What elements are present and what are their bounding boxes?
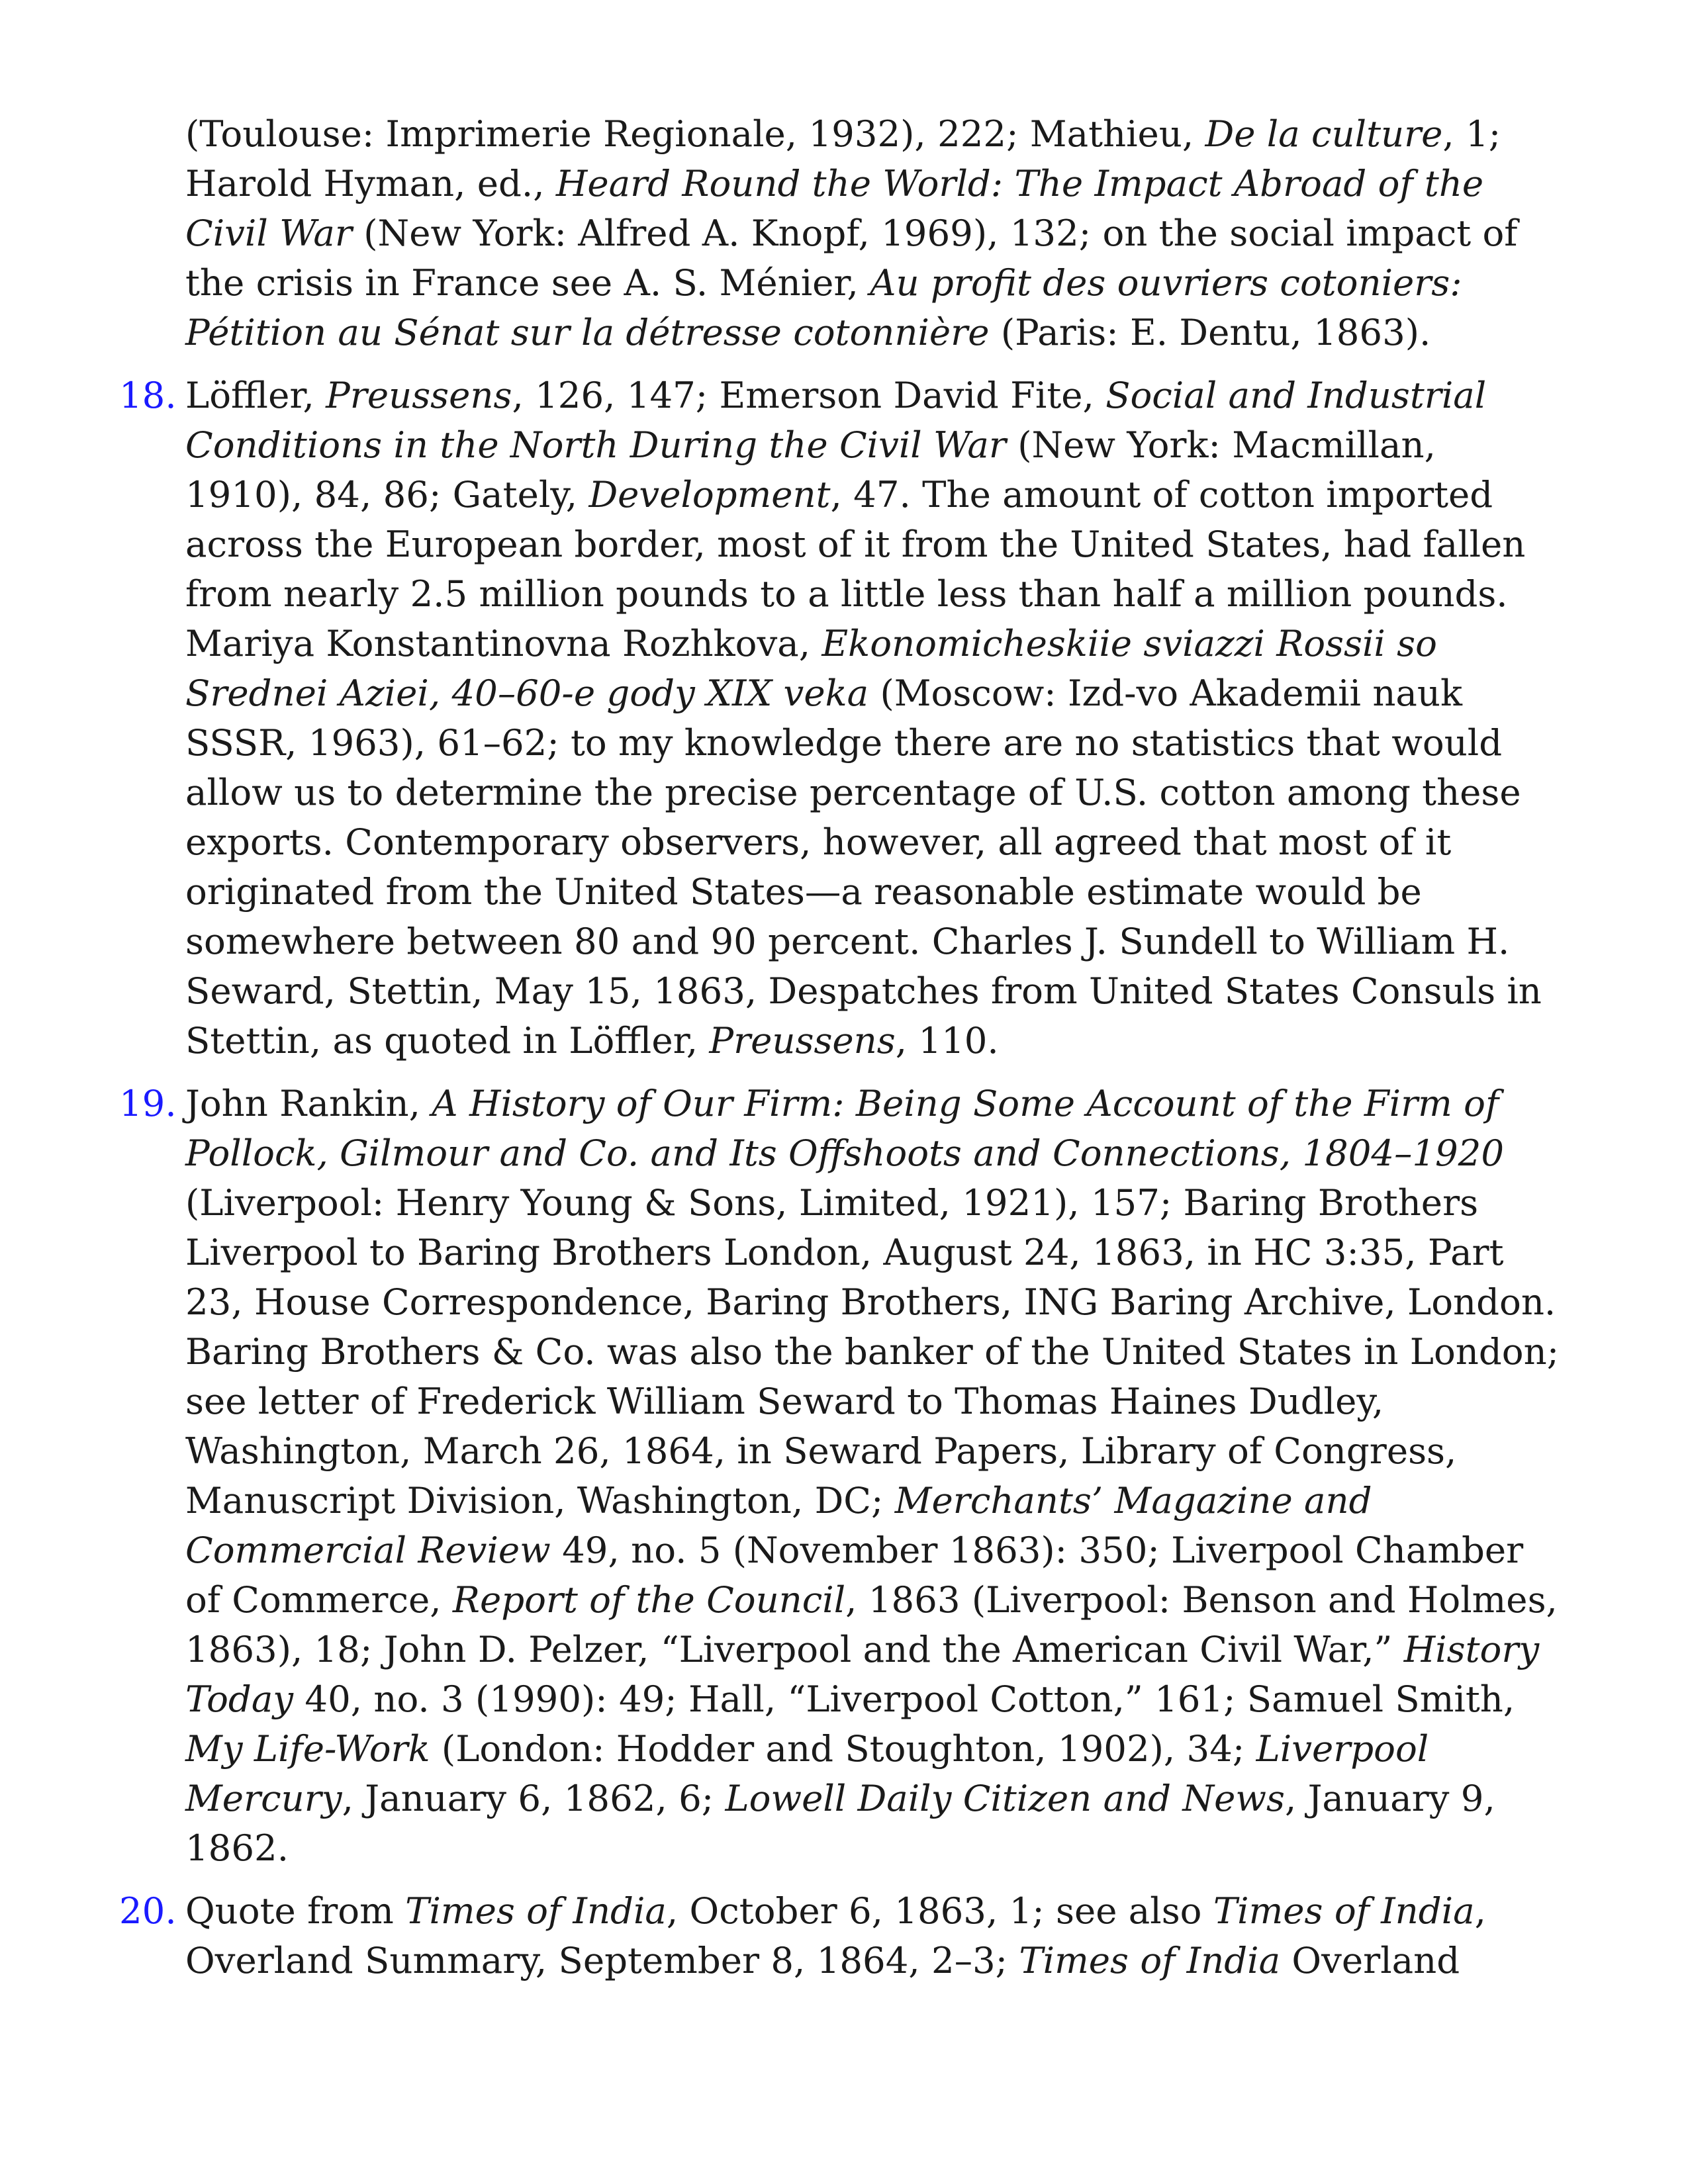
- note-text-run: , 1; Harold Hyman, ed.,: [185, 113, 1501, 205]
- note-text-run: Quote from: [185, 1889, 406, 1932]
- note-text-run: 40, no. 3 (1990): 49; Hall, “Liverpool Cotton,” 161; Samuel Smith,: [293, 1678, 1515, 1720]
- italic-title: Heard Round the World: The Impact Abroad of the Civil War: [185, 162, 1484, 254]
- italic-title: Times of India: [1213, 1889, 1475, 1932]
- italic-title: History Today: [185, 1628, 1540, 1720]
- note-text: [185, 371, 1562, 1066]
- italic-title: A History of Our Firm: Being Some Account of the Firm of Pollock, Gilmour and Co. and Its Offshoots and Connections, 1804–1920: [185, 1082, 1505, 1174]
- note-continued: [119, 109, 1562, 357]
- italic-title: Times of India: [1019, 1939, 1281, 1981]
- note-text-run: , January 6, 1862, 6;: [342, 1777, 726, 1819]
- note-text-run: (Liverpool: Henry Young & Sons, Limited, 1921), 157; Baring Brothers Liverpool to Baring Brothers London, August 24, 1863, in HC 3:35, Part 23, House Correspondence, Baring Brothers, ING Baring Archive, London. Baring Brothers & Co. was also the banker of the United States in London; see letter of Frederick William Seward to Thomas Haines Dudley, Washington, March 26, 1864, in Seward Papers, Library of Congress, Manuscript Division, Washington, DC;: [185, 1181, 1560, 1522]
- note-text: [185, 109, 1562, 357]
- note-text-run: (Toulouse: Imprimerie Regionale, 1932), 222; Mathieu,: [185, 113, 1205, 155]
- italic-title: De la culture: [1205, 113, 1443, 155]
- note-18: [119, 371, 1562, 1066]
- note-number-link[interactable]: 20.: [119, 1889, 177, 1932]
- note-text-run: , 47. The amount of cotton imported across the European border, most of it from the United States, had fallen from nearly 2.5 million pounds to a little less than half a million pounds. Mariya Konstantinovna Rozhkova,: [185, 473, 1526, 664]
- note-text-run: Overland: [1280, 1939, 1460, 1981]
- note-text: [185, 1886, 1562, 1985]
- note-number-link[interactable]: 18.: [119, 374, 177, 416]
- note-text-run: , Overland Summary, September 8, 1864, 2–3;: [185, 1889, 1486, 1981]
- note-20: [119, 1886, 1562, 1985]
- note-text-run: Löffler,: [185, 374, 326, 416]
- note-19: [119, 1079, 1562, 1873]
- note-text-run: , 1863 (Liverpool: Benson and Holmes, 1863), 18; John D. Pelzer, “Liverpool and the American Civil War,”: [185, 1578, 1558, 1670]
- italic-title: Report of the Council: [452, 1578, 846, 1621]
- notes-page: [119, 109, 1562, 1999]
- note-text-run: (New York: Macmillan, 1910), 84, 86; Gately,: [185, 424, 1436, 516]
- italic-title: My Life-Work: [185, 1727, 430, 1770]
- note-number-link[interactable]: 19.: [119, 1082, 177, 1124]
- italic-title: Preussens: [326, 374, 512, 416]
- note-text-run: (London: Hodder and Stoughton, 1902), 34;: [430, 1727, 1256, 1770]
- italic-title: Development: [588, 473, 831, 516]
- note-text-run: , 126, 147; Emerson David Fite,: [512, 374, 1106, 416]
- italic-title: Preussens: [709, 1019, 896, 1062]
- note-text-run: , October 6, 1863, 1; see also: [666, 1889, 1213, 1932]
- italic-title: Times of India: [405, 1889, 667, 1932]
- italic-title: Merchants’ Magazine and Commercial Review: [185, 1479, 1372, 1571]
- note-text-run: (Moscow: Izd-vo Akademii nauk SSSR, 1963), 61–62; to my knowledge there are no statistics that would allow us to determine the precise percentage of U.S. cotton among these exports. Contemporary observers, however, all agreed that most of it originated from the United States—a reasonable estimate would be somewhere between 80 and 90 percent. Charles J. Sundell to William H. Seward, Stettin, May 15, 1863, Despatches from United States Consuls in Stettin, as quoted in Löffler,: [185, 672, 1542, 1062]
- italic-title: Social and Industrial Conditions in the North During the Civil War: [185, 374, 1487, 466]
- italic-title: Au profit des ouvriers cotoniers: Pétition au Sénat sur la détresse cotonnière: [185, 261, 1462, 353]
- note-text: [185, 1079, 1562, 1873]
- note-text-run: , 110.: [895, 1019, 999, 1062]
- italic-title: Liverpool Mercury: [185, 1727, 1429, 1819]
- note-text-run: 49, no. 5 (November 1863): 350; Liverpool Chamber of Commerce,: [185, 1529, 1524, 1621]
- note-text-run: John Rankin,: [185, 1082, 432, 1124]
- italic-title: Ekonomicheskiie sviazzi Rossii so Srednei Aziei, 40–60-e gody XIX veka: [185, 622, 1437, 714]
- note-text-run: (Paris: E. Dentu, 1863).: [989, 311, 1431, 353]
- italic-title: Lowell Daily Citizen and News: [725, 1777, 1285, 1819]
- note-text-run: (New York: Alfred A. Knopf, 1969), 132; on the social impact of the crisis in France see A. S. Ménier,: [185, 212, 1518, 304]
- note-text-run: , January 9, 1862.: [185, 1777, 1495, 1869]
